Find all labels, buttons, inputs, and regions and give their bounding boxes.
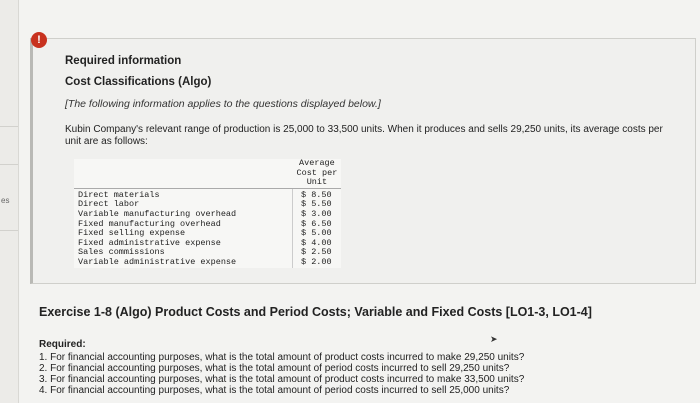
row-value: $ 2.00: [301, 256, 332, 267]
question-item: 2. For financial accounting purposes, what is the total amount of period costs incurred to sell 29,250 units?: [39, 363, 510, 374]
question-item: 3. For financial accounting purposes, what is the total amount of product costs incurred to make 33,500 units?: [39, 374, 525, 385]
problem-paragraph: Kubin Company's relevant range of production is 25,000 to 33,500 units. When it produces and sells 29,250 units, its average costs per unit are as follows:: [65, 124, 663, 147]
instruction-note: [The following information applies to the questions displayed below.]: [65, 98, 381, 110]
left-sidebar-strip: [0, 0, 19, 403]
question-item: 1. For financial accounting purposes, what is the total amount of product costs incurred to make 29,250 units?: [39, 352, 525, 363]
questions-list: [39, 352, 524, 396]
row-label: Fixed manufacturing overhead: [74, 220, 293, 230]
mouse-cursor-icon: ➤: [490, 334, 498, 344]
table-empty-header: [74, 159, 293, 188]
row-label: Direct materials: [74, 188, 293, 200]
table-row: [74, 258, 341, 268]
row-label: Fixed selling expense: [74, 229, 293, 239]
column-header-line: Unit: [306, 177, 328, 188]
problem-title: Cost Classifications (Algo): [65, 76, 212, 88]
row-label: Sales commissions: [74, 248, 293, 258]
row-label: Direct labor: [74, 200, 293, 210]
sidebar-text-fragment: es: [1, 196, 10, 205]
row-label: Variable manufacturing overhead: [74, 210, 293, 220]
row-label: Fixed administrative expense: [74, 239, 293, 249]
column-header-average-cost: [293, 159, 342, 188]
sidebar-divider: [0, 164, 18, 165]
cost-per-unit-table: [74, 159, 341, 268]
row-label: Variable administrative expense: [74, 258, 293, 268]
row-value: $ 5.00: [301, 228, 332, 239]
exercise-title: Exercise 1-8 (Algo) Product Costs and Period Costs; Variable and Fixed Costs [LO1-3, LO1-4]: [39, 305, 592, 319]
column-header-line: Average: [299, 158, 335, 168]
row-value: $ 8.50: [301, 189, 332, 200]
sidebar-divider: [0, 126, 18, 127]
row-value: $ 2.50: [301, 247, 332, 258]
question-item: 4. For financial accounting purposes, what is the total amount of period costs incurred to sell 25,000 units?: [39, 385, 510, 396]
required-label: Required:: [39, 339, 86, 350]
required-information-header: Required information: [65, 55, 182, 67]
column-header-line: Cost per: [296, 167, 338, 178]
row-value: $ 5.50: [301, 199, 332, 210]
row-value: $ 6.50: [301, 218, 332, 229]
row-value: $ 3.00: [301, 208, 332, 219]
row-value: $ 4.00: [301, 237, 332, 248]
alert-icon: !: [31, 32, 47, 48]
sidebar-divider: [0, 230, 18, 231]
